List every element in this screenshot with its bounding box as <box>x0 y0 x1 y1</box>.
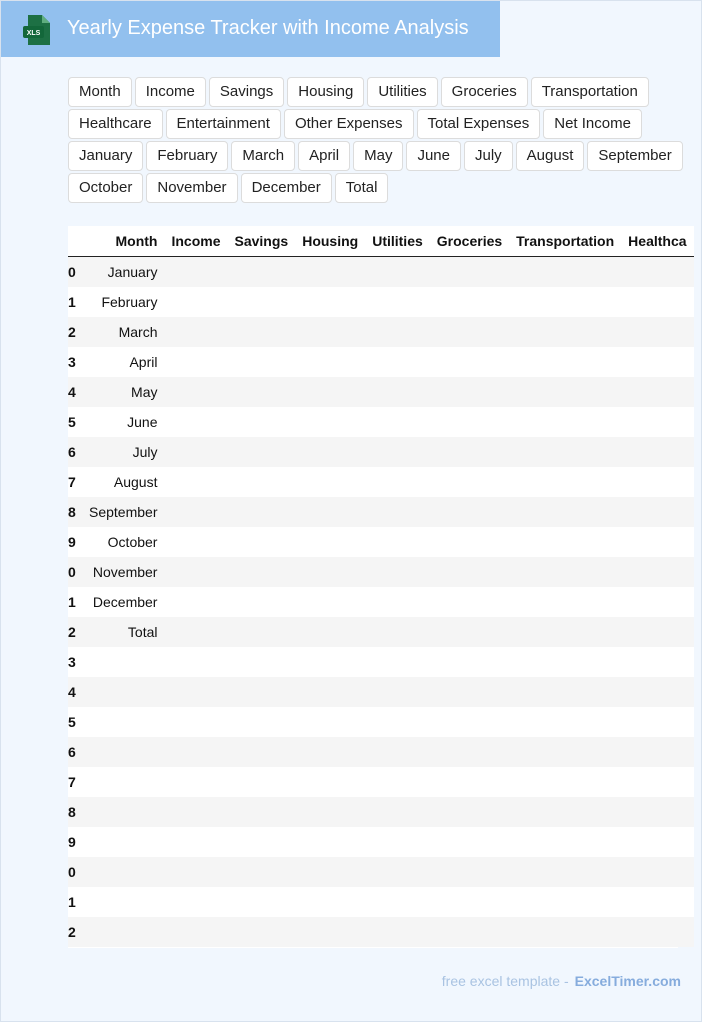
column-header[interactable]: Income <box>164 226 227 257</box>
empty-cell <box>430 707 509 737</box>
empty-cell <box>430 257 509 288</box>
month-cell: September <box>89 504 158 520</box>
page-title: Yearly Expense Tracker with Income Analysis <box>67 17 469 39</box>
empty-cell <box>228 287 296 317</box>
empty-cell <box>621 287 693 317</box>
empty-cell <box>295 887 365 917</box>
empty-cell <box>621 857 693 887</box>
empty-cell <box>621 407 693 437</box>
empty-cell <box>430 827 509 857</box>
empty-cell <box>509 677 621 707</box>
empty-cell <box>295 797 365 827</box>
table-row <box>68 467 694 497</box>
footer-credit <box>442 973 681 989</box>
month-cell: June <box>127 414 158 430</box>
empty-cell <box>164 677 227 707</box>
table-row <box>68 617 694 647</box>
table-header-row <box>68 226 694 257</box>
row-index: 5 <box>68 414 76 430</box>
header-bar <box>1 1 500 57</box>
table-row <box>68 377 694 407</box>
empty-cell <box>228 767 296 797</box>
empty-cell <box>621 467 693 497</box>
empty-cell <box>621 827 693 857</box>
empty-cell <box>228 317 296 347</box>
empty-cell <box>365 377 430 407</box>
empty-cell <box>509 917 621 947</box>
column-chip[interactable]: Entertainment <box>166 109 281 139</box>
empty-cell <box>365 437 430 467</box>
empty-cell <box>295 467 365 497</box>
empty-cell <box>365 827 430 857</box>
empty-cell <box>228 737 296 767</box>
empty-cell <box>509 317 621 347</box>
empty-cell <box>228 707 296 737</box>
empty-cell <box>295 257 365 288</box>
empty-cell <box>430 647 509 677</box>
empty-cell <box>295 317 365 347</box>
empty-cell <box>430 767 509 797</box>
column-chip[interactable]: Healthcare <box>68 109 163 139</box>
empty-cell <box>295 437 365 467</box>
column-chip[interactable]: May <box>353 141 403 171</box>
month-cell: December <box>92 594 158 610</box>
empty-cell <box>430 527 509 557</box>
column-chip[interactable]: September <box>587 141 682 171</box>
empty-cell <box>621 737 693 767</box>
empty-cell <box>621 617 693 647</box>
month-cell: April <box>129 354 158 370</box>
empty-cell <box>295 647 365 677</box>
column-chip[interactable]: Total Expenses <box>417 109 541 139</box>
column-header[interactable]: Groceries <box>430 226 509 257</box>
empty-cell <box>228 887 296 917</box>
empty-cell <box>365 767 430 797</box>
empty-cell <box>430 557 509 587</box>
empty-cell <box>621 437 693 467</box>
empty-cell <box>509 617 621 647</box>
table-row <box>68 527 694 557</box>
row-index: 0 <box>68 264 76 280</box>
column-chip[interactable]: August <box>516 141 585 171</box>
row-index: 6 <box>68 444 76 460</box>
column-chip[interactable]: July <box>464 141 513 171</box>
month-cell <box>82 677 164 707</box>
empty-cell <box>295 587 365 617</box>
empty-cell <box>365 497 430 527</box>
empty-cell <box>228 497 296 527</box>
empty-cell <box>509 797 621 827</box>
empty-cell <box>365 737 430 767</box>
empty-cell <box>365 347 430 377</box>
row-index: 1 <box>68 294 76 310</box>
empty-cell <box>295 917 365 947</box>
empty-cell <box>430 467 509 497</box>
empty-cell <box>430 287 509 317</box>
column-chip[interactable]: Total <box>335 173 389 203</box>
empty-cell <box>430 917 509 947</box>
empty-cell <box>430 437 509 467</box>
month-cell <box>82 827 164 857</box>
empty-cell <box>621 797 693 827</box>
empty-cell <box>164 737 227 767</box>
empty-cell <box>509 737 621 767</box>
empty-cell <box>164 797 227 827</box>
month-cell <box>82 797 164 827</box>
empty-cell <box>430 347 509 377</box>
empty-cell <box>295 737 365 767</box>
column-chip[interactable]: June <box>406 141 461 171</box>
column-header[interactable]: Healthca <box>621 226 693 257</box>
empty-cell <box>295 407 365 437</box>
empty-cell <box>430 317 509 347</box>
column-chip[interactable]: Net Income <box>543 109 642 139</box>
empty-cell <box>164 887 227 917</box>
empty-cell <box>621 317 693 347</box>
table-row <box>68 677 694 707</box>
column-chip[interactable]: November <box>146 173 237 203</box>
empty-cell <box>509 887 621 917</box>
empty-cell <box>164 257 227 288</box>
empty-cell <box>228 527 296 557</box>
row-index: 8 <box>68 804 76 820</box>
empty-cell <box>164 827 227 857</box>
month-cell: Total <box>127 624 158 640</box>
table-row <box>68 437 694 467</box>
empty-cell <box>164 467 227 497</box>
empty-cell <box>164 767 227 797</box>
empty-cell <box>365 587 430 617</box>
excel-file-icon <box>23 15 51 45</box>
empty-cell <box>164 377 227 407</box>
empty-cell <box>430 497 509 527</box>
empty-cell <box>228 827 296 857</box>
empty-cell <box>295 527 365 557</box>
empty-cell <box>164 857 227 887</box>
month-cell: March <box>118 324 158 340</box>
empty-cell <box>228 797 296 827</box>
empty-cell <box>164 917 227 947</box>
row-index: 4 <box>68 684 76 700</box>
table-row <box>68 737 694 767</box>
row-index: 3 <box>68 354 76 370</box>
column-header[interactable]: Month <box>82 226 164 257</box>
empty-cell <box>621 917 693 947</box>
empty-cell <box>509 707 621 737</box>
empty-cell <box>295 857 365 887</box>
empty-cell <box>228 347 296 377</box>
month-cell: November <box>92 564 158 580</box>
month-cell: February <box>101 294 158 310</box>
empty-cell <box>509 767 621 797</box>
month-cell <box>82 887 164 917</box>
column-header[interactable]: Savings <box>228 226 296 257</box>
month-cell: July <box>132 444 158 460</box>
empty-cell <box>430 587 509 617</box>
empty-cell <box>509 587 621 617</box>
empty-cell <box>295 497 365 527</box>
empty-cell <box>295 287 365 317</box>
empty-cell <box>365 887 430 917</box>
empty-cell <box>228 647 296 677</box>
empty-cell <box>164 317 227 347</box>
table-row <box>68 557 694 587</box>
data-table <box>68 226 694 947</box>
column-chip[interactable]: January <box>68 141 143 171</box>
month-cell <box>82 857 164 887</box>
empty-cell <box>430 737 509 767</box>
empty-cell <box>509 347 621 377</box>
column-chip-list <box>68 77 688 205</box>
empty-cell <box>509 377 621 407</box>
empty-cell <box>365 797 430 827</box>
footer-brand-link[interactable]: ExcelTimer.com <box>574 973 681 989</box>
month-cell <box>82 707 164 737</box>
empty-cell <box>295 677 365 707</box>
empty-cell <box>228 377 296 407</box>
column-chip[interactable]: April <box>298 141 350 171</box>
empty-cell <box>621 527 693 557</box>
empty-cell <box>509 437 621 467</box>
table-row <box>68 707 694 737</box>
empty-cell <box>621 677 693 707</box>
column-chip[interactable]: February <box>146 141 228 171</box>
empty-cell <box>365 527 430 557</box>
empty-cell <box>621 767 693 797</box>
data-table-viewport[interactable] <box>68 226 687 948</box>
table-row <box>68 317 694 347</box>
empty-cell <box>228 677 296 707</box>
table-row <box>68 767 694 797</box>
column-header[interactable]: Utilities <box>365 226 430 257</box>
empty-cell <box>509 407 621 437</box>
column-chip[interactable]: Groceries <box>441 77 528 107</box>
empty-cell <box>509 467 621 497</box>
month-cell <box>82 767 164 797</box>
empty-cell <box>365 317 430 347</box>
row-index: 9 <box>68 834 76 850</box>
column-header[interactable]: Housing <box>295 226 365 257</box>
empty-cell <box>621 887 693 917</box>
table-row <box>68 827 694 857</box>
empty-cell <box>228 917 296 947</box>
index-header <box>68 226 82 257</box>
empty-cell <box>621 707 693 737</box>
row-index: 2 <box>68 324 76 340</box>
empty-cell <box>228 257 296 288</box>
month-cell: May <box>131 384 158 400</box>
month-cell: January <box>107 264 158 280</box>
row-index: 0 <box>68 564 76 580</box>
empty-cell <box>430 617 509 647</box>
table-row <box>68 797 694 827</box>
empty-cell <box>509 857 621 887</box>
row-index: 5 <box>68 714 76 730</box>
table-row <box>68 647 694 677</box>
table-row <box>68 917 694 947</box>
row-index: 7 <box>68 774 76 790</box>
empty-cell <box>295 377 365 407</box>
column-chip[interactable]: Income <box>135 77 206 107</box>
empty-cell <box>228 407 296 437</box>
column-chip[interactable]: Month <box>68 77 132 107</box>
empty-cell <box>365 257 430 288</box>
empty-cell <box>365 677 430 707</box>
empty-cell <box>509 527 621 557</box>
xls-label: XLS <box>26 30 41 37</box>
empty-cell <box>228 467 296 497</box>
row-index: 0 <box>68 864 76 880</box>
column-chip[interactable]: Transportation <box>531 77 649 107</box>
empty-cell <box>295 707 365 737</box>
empty-cell <box>621 257 693 288</box>
empty-cell <box>430 677 509 707</box>
empty-cell <box>365 707 430 737</box>
empty-cell <box>509 827 621 857</box>
row-index: 6 <box>68 744 76 760</box>
empty-cell <box>164 287 227 317</box>
empty-cell <box>509 497 621 527</box>
table-row <box>68 347 694 377</box>
empty-cell <box>164 437 227 467</box>
empty-cell <box>164 407 227 437</box>
empty-cell <box>430 887 509 917</box>
empty-cell <box>621 587 693 617</box>
row-index: 4 <box>68 384 76 400</box>
column-chip[interactable]: Utilities <box>367 77 437 107</box>
empty-cell <box>228 857 296 887</box>
table-row <box>68 497 694 527</box>
empty-cell <box>365 557 430 587</box>
empty-cell <box>228 617 296 647</box>
column-chip[interactable]: Savings <box>209 77 284 107</box>
footer-text: free excel template - <box>441 973 569 989</box>
empty-cell <box>295 827 365 857</box>
empty-cell <box>365 617 430 647</box>
empty-cell <box>295 617 365 647</box>
table-row <box>68 257 694 288</box>
row-index: 1 <box>68 894 76 910</box>
row-index: 8 <box>68 504 76 520</box>
row-index: 9 <box>68 534 76 550</box>
empty-cell <box>164 707 227 737</box>
empty-cell <box>509 557 621 587</box>
column-chip[interactable]: March <box>231 141 295 171</box>
column-header[interactable]: Transportation <box>509 226 621 257</box>
column-chip[interactable]: December <box>241 173 332 203</box>
column-chip[interactable]: Housing <box>287 77 364 107</box>
column-chip[interactable]: October <box>68 173 143 203</box>
empty-cell <box>365 647 430 677</box>
column-chip[interactable]: Other Expenses <box>284 109 414 139</box>
empty-cell <box>509 647 621 677</box>
empty-cell <box>295 347 365 377</box>
empty-cell <box>621 497 693 527</box>
empty-cell <box>228 557 296 587</box>
empty-cell <box>295 767 365 797</box>
empty-cell <box>621 377 693 407</box>
empty-cell <box>164 647 227 677</box>
month-cell <box>82 917 164 947</box>
month-cell <box>82 737 164 767</box>
empty-cell <box>365 467 430 497</box>
empty-cell <box>509 257 621 288</box>
empty-cell <box>430 407 509 437</box>
month-cell: October <box>107 534 158 550</box>
empty-cell <box>164 617 227 647</box>
empty-cell <box>164 587 227 617</box>
table-row <box>68 887 694 917</box>
empty-cell <box>164 497 227 527</box>
table-row <box>68 587 694 617</box>
empty-cell <box>365 407 430 437</box>
empty-cell <box>430 797 509 827</box>
empty-cell <box>228 437 296 467</box>
empty-cell <box>509 287 621 317</box>
empty-cell <box>430 857 509 887</box>
empty-cell <box>228 587 296 617</box>
empty-cell <box>164 347 227 377</box>
empty-cell <box>295 557 365 587</box>
empty-cell <box>365 287 430 317</box>
row-index: 2 <box>68 624 76 640</box>
row-index: 3 <box>68 654 76 670</box>
empty-cell <box>621 347 693 377</box>
month-cell <box>82 647 164 677</box>
empty-cell <box>621 647 693 677</box>
row-index: 1 <box>68 594 76 610</box>
table-row <box>68 857 694 887</box>
table-row <box>68 407 694 437</box>
empty-cell <box>164 527 227 557</box>
row-index: 2 <box>68 924 76 940</box>
empty-cell <box>365 917 430 947</box>
empty-cell <box>430 377 509 407</box>
empty-cell <box>621 557 693 587</box>
empty-cell <box>164 557 227 587</box>
month-cell: August <box>113 474 158 490</box>
row-index: 7 <box>68 474 76 490</box>
table-row <box>68 287 694 317</box>
empty-cell <box>365 857 430 887</box>
